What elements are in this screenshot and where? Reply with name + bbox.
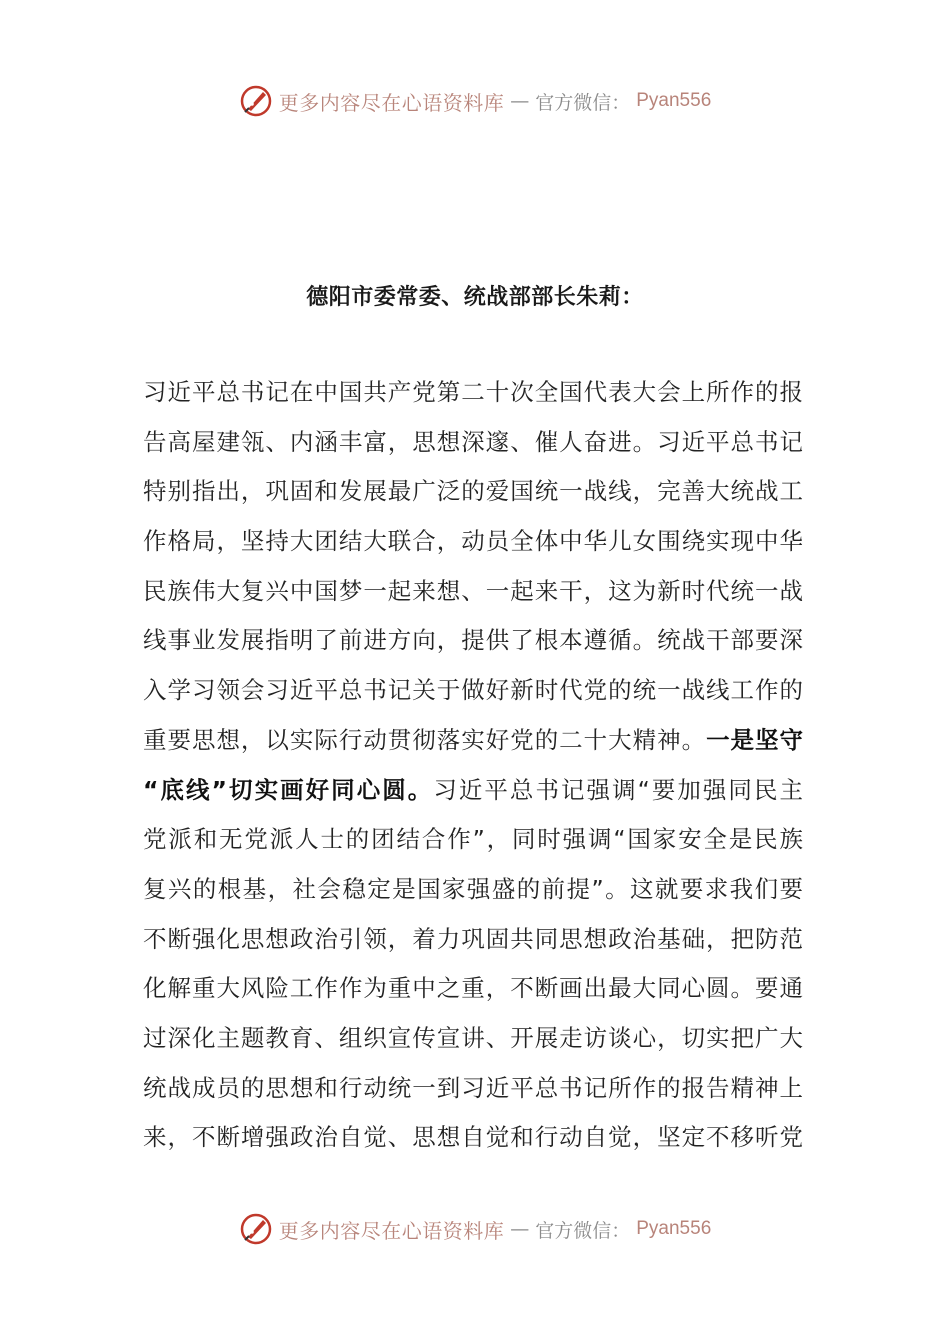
banner-wechat-id: Pyan556: [636, 1218, 712, 1239]
quill-pen-logo-icon: [239, 1212, 273, 1246]
header-banner: [0, 84, 950, 118]
banner-wechat-label: 官方微信：: [535, 91, 631, 114]
banner-wechat-id: Pyan556: [636, 90, 712, 111]
emphasis-text: 一是坚守: [706, 725, 804, 754]
document-body: [143, 368, 803, 1163]
body-line: 特别指出，巩固和发展最广泛的爱国统一战线，完善大统战工: [143, 477, 803, 506]
body-line: 统战成员的思想和行动统一到习近平总书记所作的报告精神上: [143, 1073, 803, 1102]
body-line: 复兴的根基，社会稳定是国家强盛的前提”。这就要求我们要: [143, 874, 803, 903]
body-line: 作格局，坚持大团结大联合，动员全体中华儿女围绕实现中华: [143, 527, 803, 556]
banner-brand-text: 更多内容尽在心语资料库: [278, 90, 505, 115]
footer-banner: [0, 1212, 950, 1246]
banner-wechat-label: 官方微信：: [535, 1219, 631, 1242]
banner-dash: —: [510, 1218, 530, 1240]
body-line: 告高屋建瓴、内涵丰富，思想深邃、催人奋进。习近平总书记: [143, 427, 803, 456]
body-line: 化解重大风险工作作为重中之重，不断画出最大同心圆。要通: [143, 974, 803, 1003]
body-line: [143, 716, 803, 766]
body-line: 入学习领会习近平总书记关于做好新时代党的统一战线工作的: [143, 676, 803, 705]
body-line: 来，不断增强政治自觉、思想自觉和行动自觉，坚定不移听党: [143, 1123, 803, 1152]
body-line: 不断强化思想政治引领，着力巩固共同思想政治基础，把防范: [143, 924, 803, 953]
body-line: 过深化主题教育、组织宣传宣讲、开展走访谈心，切实把广大: [143, 1023, 803, 1052]
body-text: 习近平总书记强调“要加强同民主: [433, 775, 803, 804]
body-line: 习近平总书记在中国共产党第二十次全国代表大会上所作的报: [143, 378, 803, 406]
quill-pen-logo-icon: [239, 84, 273, 118]
banner-brand-text: 更多内容尽在心语资料库: [278, 1218, 505, 1243]
body-line: 民族伟大复兴中国梦一起来想、一起来干，这为新时代统一战: [143, 576, 803, 605]
body-line: [143, 766, 803, 816]
body-text: 重要思想，以实际行动贯彻落实好党的二十大精神。: [143, 725, 707, 754]
body-line: 党派和无党派人士的团结合作”，同时强调“国家安全是民族: [143, 825, 803, 854]
banner-dash: —: [510, 90, 530, 112]
emphasis-text: “底线”切实画好同心圆。: [143, 775, 434, 804]
body-line: 线事业发展指明了前进方向，提供了根本遵循。统战干部要深: [143, 626, 803, 655]
document-title: 德阳市委常委、统战部部长朱莉：: [306, 285, 644, 310]
